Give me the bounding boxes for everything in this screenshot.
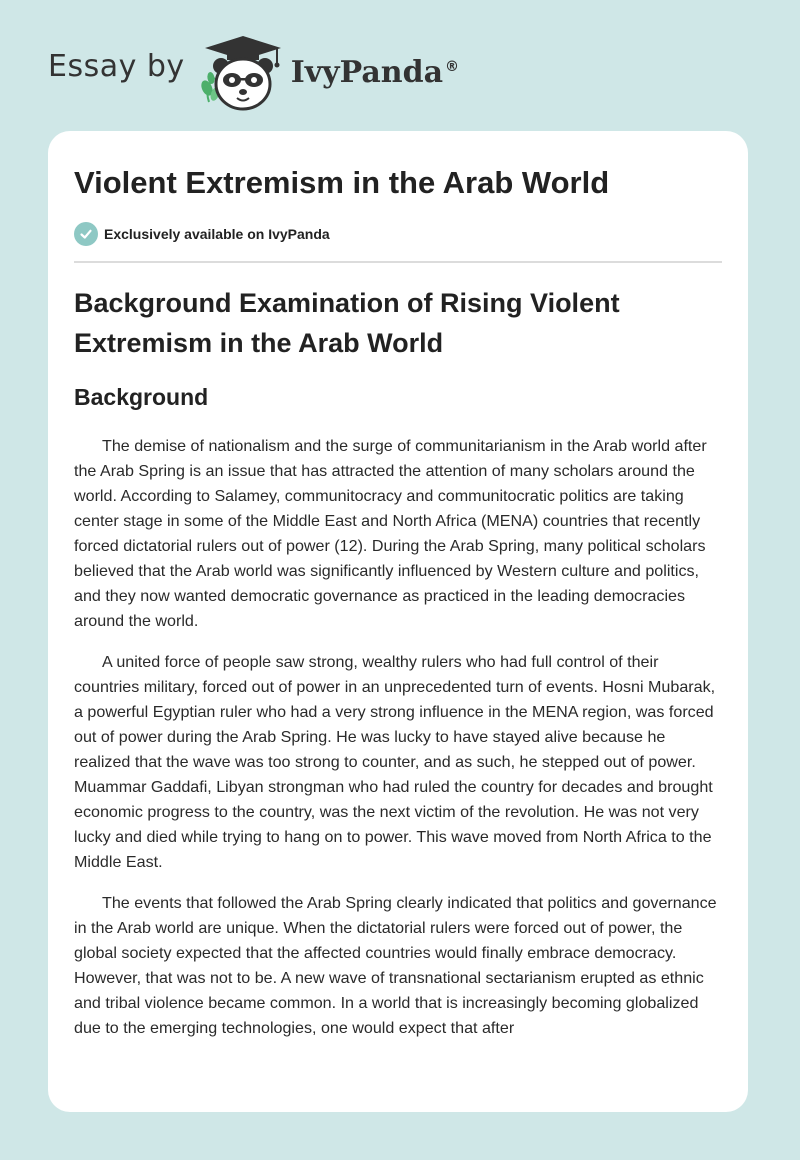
exclusive-badge	[74, 222, 330, 246]
essay-card	[48, 131, 748, 1112]
brand-name-text: IvyPanda	[290, 54, 444, 90]
registered-mark: ®	[445, 58, 460, 75]
brand-header	[48, 28, 459, 118]
essay-title: Violent Extremism in the Arab World	[74, 165, 610, 200]
check-icon	[74, 222, 98, 246]
brand-name[interactable]	[291, 55, 459, 90]
divider	[74, 261, 722, 263]
essay-body	[74, 434, 722, 1057]
panda-graduation-cap-icon	[199, 32, 287, 114]
subheading: Background	[74, 384, 209, 410]
paragraph: The events that followed the Arab Spring clearly indicated that politics and governance in the Arab world are unique. When the dictatorial rulers were forced out of power, the global society expected that the affected countries would finally embrace democracy. However, that was not to be. A new wave of transnational sectarianism erupted as ethnic and tribal violence became common. In a world that is increasingly becoming globalized due to the emerging technologies, one would expect that after	[74, 894, 717, 1037]
paragraph: A united force of people saw strong, wealthy rulers who had full control of their countries military, forced out of power in an unprecedented turn of events. Hosni Mubarak, a powerful Egyptian ruler who had a very strong influence in the MENA region, was forced out of power during the Arab Spring. He was lucky to have stayed alive because he realized that the wave was too strong to counter, and as such, he stepped out of power. Muammar Gaddafi, Libyan strongman who had ruled the country for decades and brought economic progress to the country, was the next victim of the revolution. He was not very lucky and died while trying to hang on to power. This wave moved from North Africa to the Middle East.	[74, 653, 716, 871]
brand-prefix: Essay by	[48, 48, 185, 84]
exclusive-label: Exclusively available on IvyPanda	[104, 226, 330, 242]
section-heading: Background Examination of Rising Violent Extremism in the Arab World	[74, 288, 620, 358]
paragraph: The demise of nationalism and the surge of communitarianism in the Arab world after the Arab Spring is an issue that has attracted the attention of many scholars around the world. According to Salamey, communitocracy and communitocratic politics are taking center stage in some of the Middle East and North Africa (MENA) countries that recently forced dictatorial rulers out of power (12). During the Arab Spring, many political scholars believed that the Arab world was significantly influenced by Western culture and politics, and they now wanted democratic governance as practiced in the leading democracies around the world.	[74, 437, 707, 630]
